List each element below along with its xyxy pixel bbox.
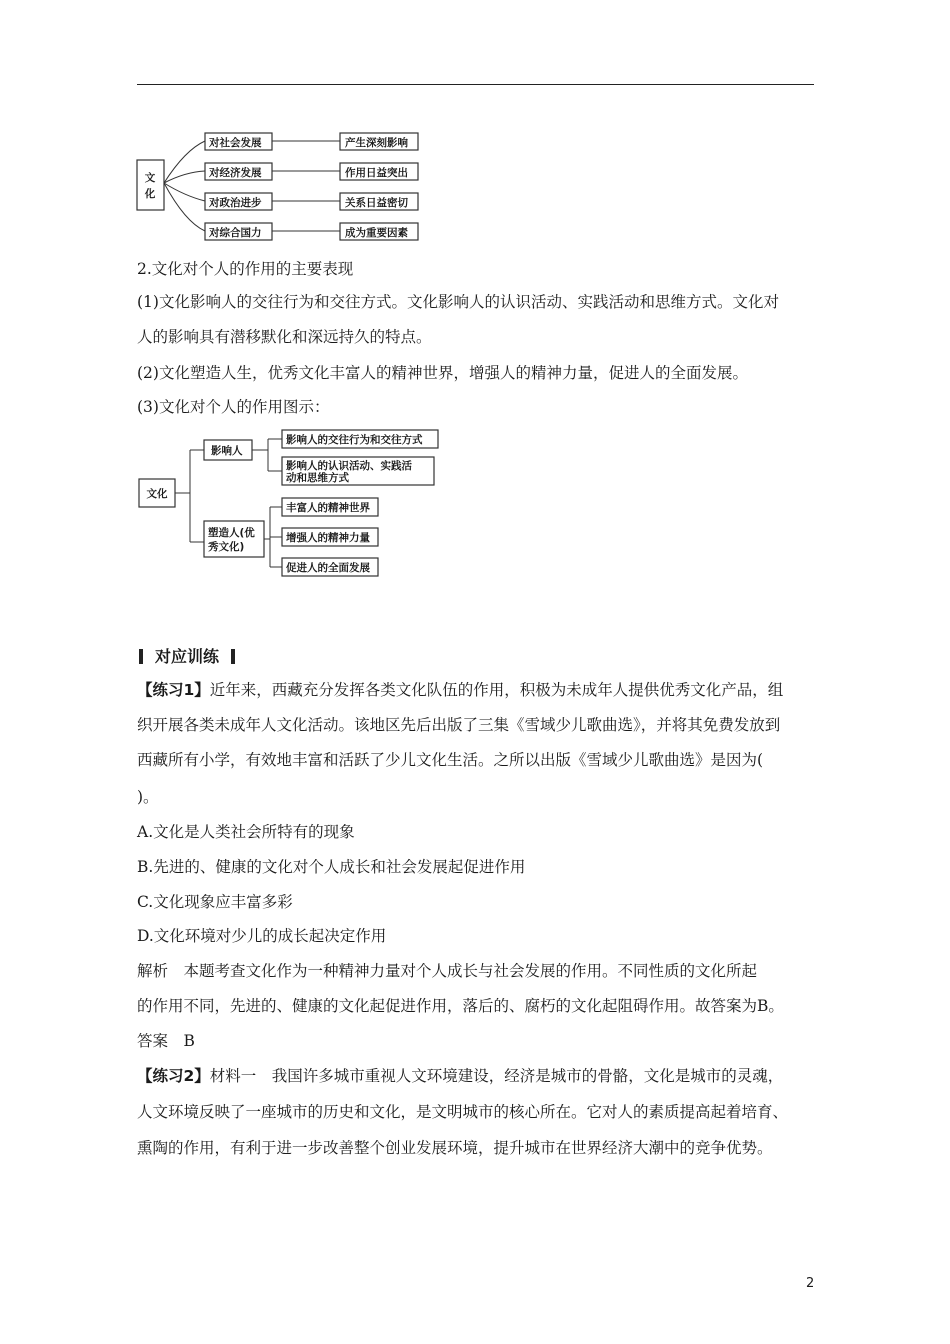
exercise1-tag: 【练习1】 <box>137 681 210 699</box>
d1-root-char1: 文 <box>144 172 156 184</box>
exercise2-line1 <box>137 1066 783 1086</box>
option-a: A.文化是人类社会所特有的现象 <box>137 823 355 841</box>
d1-result-label-4: 成为重要因素 <box>345 227 408 239</box>
section2-item2: (2)文化塑造人生，优秀文化丰富人的精神世界，增强人的精神力量，促进人的全面发展。 <box>137 364 748 382</box>
section-bar-right <box>231 649 235 664</box>
d1-branch-label-1: 对社会发展 <box>209 137 262 149</box>
culture-individual-diagram <box>0 0 950 600</box>
d2-influence-label: 影响人 <box>211 445 243 457</box>
section2-item1-line2: 人的影响具有潜移默化和深远持久的特点。 <box>137 328 432 346</box>
exercise2-tag: 【练习2】 <box>137 1067 210 1085</box>
d1-result-label-2: 作用日益突出 <box>345 167 408 179</box>
d2-shape-item-1: 丰富人的精神世界 <box>286 502 370 514</box>
option-c: C.文化现象应丰富多彩 <box>137 893 293 911</box>
analysis-line2: 的作用不同，先进的、健康的文化起促进作用，落后的、腐朽的文化起阻碍作用。故答案为B。 <box>137 997 784 1015</box>
section2-item3: (3)文化对个人的作用图示： <box>137 398 330 416</box>
d1-result-label-1: 产生深刻影响 <box>345 137 408 149</box>
d2-influence-item-2b: 动和思维方式 <box>286 472 349 484</box>
exercise1-line1 <box>137 680 783 700</box>
d2-influence-item-2a: 影响人的认识活动、实践活 <box>286 460 412 472</box>
d1-branch-label-3: 对政治进步 <box>209 197 262 209</box>
option-b: B.先进的、健康的文化对个人成长和社会发展起促进作用 <box>137 858 526 876</box>
section2-item1-line1: (1)文化影响人的交往行为和交往方式。文化影响人的认识活动、实践活动和思维方式。文化对 <box>137 293 779 311</box>
d2-shape-label-2: 秀文化) <box>208 541 245 553</box>
option-d: D.文化环境对少儿的成长起决定作用 <box>137 927 387 945</box>
exercise2-text1: 材料一 我国许多城市重视人文环境建设，经济是城市的骨骼，文化是城市的灵魂， <box>209 1067 784 1085</box>
d2-shape-item-3: 促进人的全面发展 <box>286 562 370 574</box>
d2-shape-label-1: 塑造人(优 <box>208 527 255 539</box>
d2-shape-item-2: 增强人的精神力量 <box>286 532 370 544</box>
d1-branch-label-4: 对综合国力 <box>209 227 262 239</box>
d2-influence-item-1: 影响人的交往行为和交往方式 <box>286 434 423 446</box>
answer: 答案 B <box>137 1032 195 1050</box>
section-heading-label: 对应训练 <box>155 647 220 666</box>
section-bar-left <box>139 649 143 664</box>
exercise2-line2: 人文环境反映了一座城市的历史和文化，是文明城市的核心所在。它对人的素质提高起着培育、 <box>137 1103 789 1121</box>
d2-root-label: 文化 <box>146 488 168 500</box>
page-number: 2 <box>806 1276 815 1291</box>
d1-result-label-3: 关系日益密切 <box>345 197 408 209</box>
analysis-line1: 解析 本题考查文化作为一种精神力量对个人成长与社会发展的作用。不同性质的文化所起 <box>137 962 758 980</box>
d1-branch-label-2: 对经济发展 <box>209 167 262 179</box>
exercise1-line3: 西藏所有小学，有效地丰富和活跃了少儿文化生活。之所以出版《雪域少儿歌曲选》是因为( <box>137 751 764 769</box>
section2-title: 2.文化对个人的作用的主要表现 <box>137 260 354 278</box>
exercise1-text1: 近年来，西藏充分发挥各类文化队伍的作用，积极为未成年人提供优秀文化产品，组 <box>209 681 784 699</box>
exercise2-line3: 熏陶的作用，有利于进一步改善整个创业发展环境，提升城市在世界经济大潮中的竞争优势。 <box>137 1139 773 1157</box>
exercise1-line4: )。 <box>137 788 159 806</box>
section-heading <box>137 644 235 667</box>
exercise1-line2: 织开展各类未成年人文化活动。该地区先后出版了三集《雪域少儿歌曲选》，并将其免费发放到 <box>137 716 781 734</box>
d1-root-char2: 化 <box>144 188 156 200</box>
